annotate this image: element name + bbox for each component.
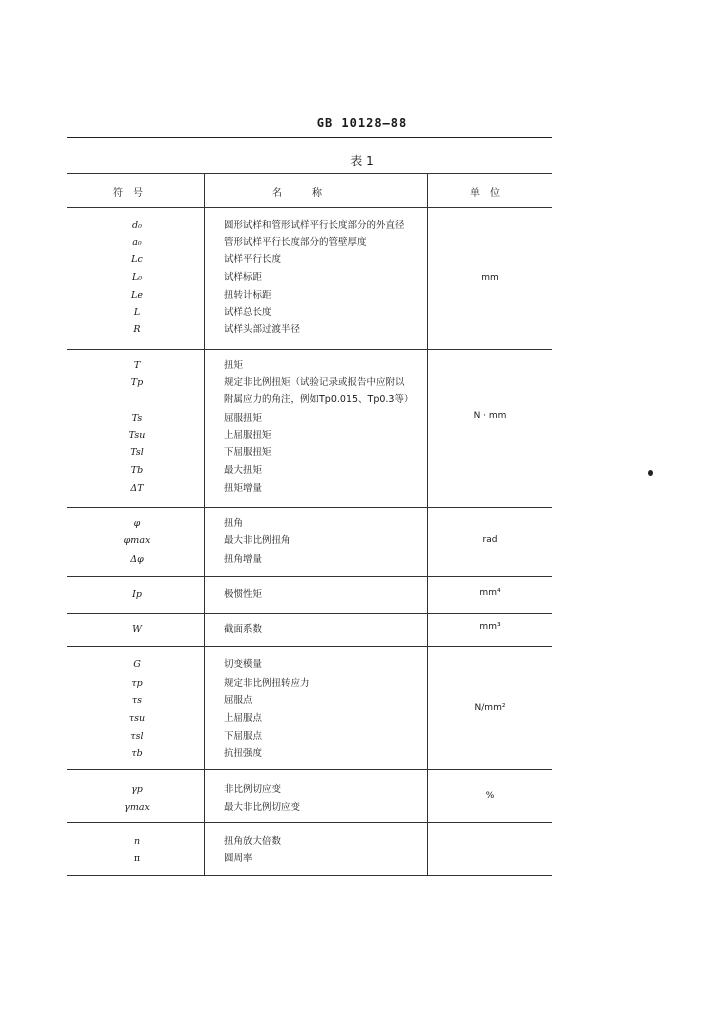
table-caption: 表 1	[350, 154, 374, 168]
symbol-cell: τsu	[128, 713, 146, 724]
unit-cell: mm⁴	[479, 588, 501, 598]
symbol-cell: R	[133, 324, 141, 335]
name-cell: 试样标距	[224, 272, 263, 283]
name-cell: 最大非比例扭角	[224, 535, 291, 546]
symbol-cell: a₀	[132, 237, 142, 248]
column-header-unit: 单 位	[470, 188, 500, 199]
name-cell: 切变模量	[224, 659, 263, 670]
name-cell: 最大扭矩	[224, 465, 263, 476]
name-cell: 非比例切应变	[224, 784, 282, 795]
symbol-cell: L₀	[131, 272, 143, 283]
symbol-cell: L	[133, 307, 141, 318]
symbol-cell: φ	[133, 518, 141, 529]
name-cell: 截面系数	[224, 624, 263, 635]
symbol-cell: Tsu	[128, 430, 146, 441]
column-header-symbol: 符 号	[113, 188, 143, 199]
name-cell: 试样总长度	[224, 307, 272, 318]
symbol-cell: Tsl	[130, 447, 144, 458]
symbol-cell: Le	[131, 290, 143, 301]
header-rule	[67, 137, 552, 138]
group-separator	[67, 822, 552, 823]
symbol-cell: π	[133, 853, 141, 864]
symbol-cell: Ip	[132, 589, 142, 600]
symbol-cell: γp	[131, 784, 143, 795]
symbol-cell: W	[132, 624, 142, 635]
name-cell: 扭矩增量	[224, 483, 263, 494]
symbol-cell: n	[133, 836, 141, 847]
table-top-border	[67, 173, 552, 174]
group-separator	[67, 769, 552, 770]
unit-cell: rad	[482, 535, 498, 545]
group-separator	[67, 349, 552, 350]
unit-cell: N · mm	[473, 411, 507, 421]
name-cell: 上屈服扭矩	[224, 430, 272, 441]
group-separator	[67, 507, 552, 508]
name-cell: 扭角放大倍数	[224, 836, 282, 847]
symbol-cell: τb	[131, 748, 143, 759]
header-bottom-border	[67, 207, 552, 208]
symbol-cell: φmax	[123, 535, 151, 546]
symbol-cell: τsl	[130, 731, 144, 742]
symbol-cell: Lc	[131, 254, 143, 265]
column-header-name: 名 称	[272, 188, 322, 199]
unit-cell: N/mm²	[474, 703, 506, 713]
name-cell: 最大非比例切应变	[224, 802, 301, 813]
name-cell-continuation: 附属应力的角注，例如Tp0.015、Tp0.3等）	[224, 394, 414, 405]
symbol-cell: ΔT	[130, 483, 144, 494]
name-cell: 试样头部过渡半径	[224, 324, 301, 335]
name-cell: 下屈服点	[224, 731, 263, 742]
symbol-cell: d₀	[132, 220, 142, 231]
scan-mark	[648, 470, 653, 476]
group-separator	[67, 576, 552, 577]
name-cell: 极惯性矩	[224, 589, 263, 600]
unit-cell: mm³	[479, 622, 501, 632]
symbol-cell: G	[133, 659, 141, 670]
symbol-cell: Tb	[130, 465, 144, 476]
unit-cell: mm	[481, 273, 499, 283]
doc-header-code: GB 10128—88	[316, 116, 408, 130]
name-cell: 圆形试样和管形试样平行长度部分的外直径	[224, 220, 405, 231]
group-separator	[67, 646, 552, 647]
name-cell: 扭角增量	[224, 554, 263, 565]
name-cell: 屈服点	[224, 695, 253, 706]
symbol-cell: τp	[131, 678, 143, 689]
symbol-cell: T	[133, 360, 141, 371]
name-cell: 规定非比例扭转应力	[224, 678, 310, 689]
name-cell: 扭角	[224, 518, 244, 529]
name-cell: 试样平行长度	[224, 254, 282, 265]
name-cell: 扭矩	[224, 360, 244, 371]
symbol-cell: Ts	[131, 413, 143, 424]
name-cell: 屈服扭矩	[224, 413, 263, 424]
name-cell: 圆周率	[224, 853, 253, 864]
name-cell: 扭转计标距	[224, 290, 272, 301]
symbol-cell: γmax	[124, 802, 150, 813]
name-cell: 上屈服点	[224, 713, 263, 724]
symbol-cell: τs	[131, 695, 143, 706]
symbol-cell: Δφ	[130, 554, 144, 565]
name-cell: 下屈服扭矩	[224, 447, 272, 458]
unit-cell: %	[485, 791, 495, 801]
name-cell: 规定非比例扭矩（试验记录或报告中应附以	[224, 377, 405, 388]
symbol-cell: Tp	[130, 377, 144, 388]
name-cell: 管形试样平行长度部分的管壁厚度	[224, 237, 367, 248]
group-separator	[67, 613, 552, 614]
name-cell: 抗扭强度	[224, 748, 263, 759]
table-bottom-border	[67, 875, 552, 876]
